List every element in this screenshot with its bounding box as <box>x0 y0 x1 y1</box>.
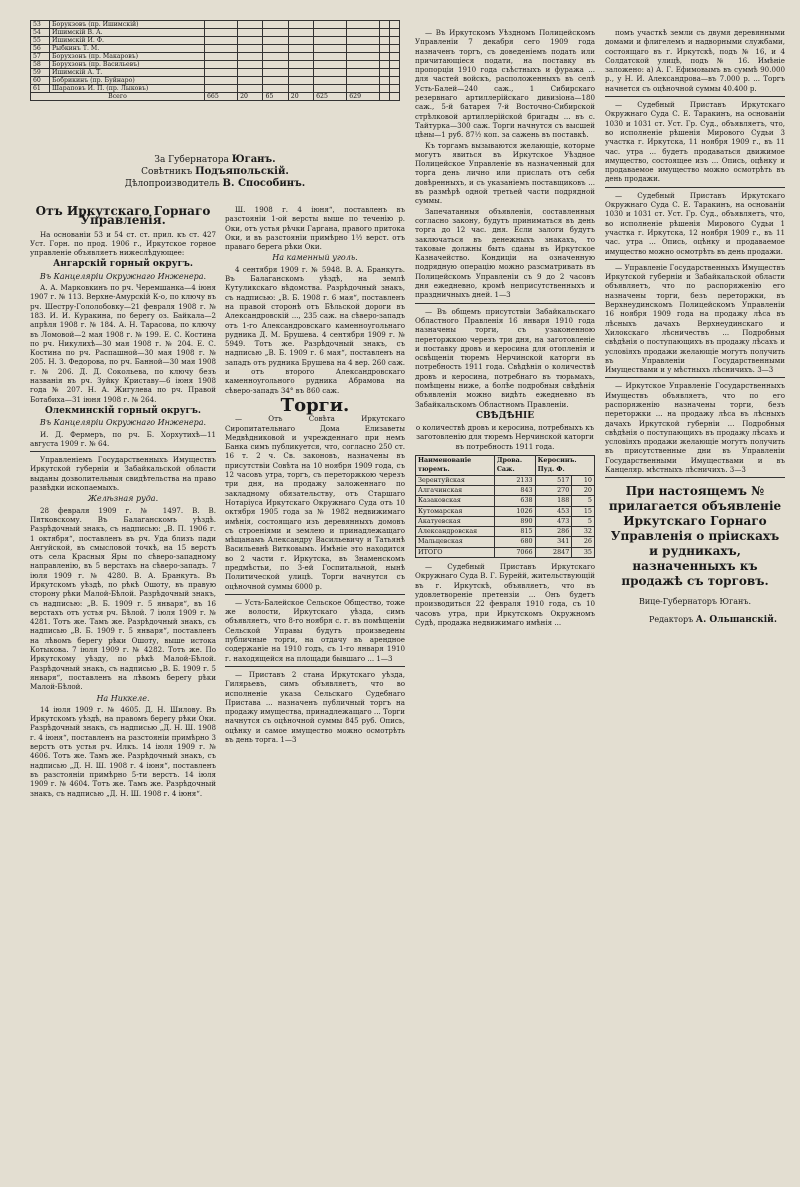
col3-svedenie-sub: о количествѣ дровъ и керосина, потребныхъ къ заготовленiю для тюремъ Нерчинской каторги въ потребность 1911 года. <box>415 423 595 451</box>
empty-cell <box>314 85 347 93</box>
svedenie-cell: Кутомарская <box>416 506 495 516</box>
top-table-row <box>31 69 400 77</box>
column-4 <box>605 28 785 1178</box>
empty-cell <box>380 77 390 85</box>
col3-svedenie-title: СВѢДѢНIЕ <box>475 410 535 421</box>
svedenie-table <box>415 455 595 558</box>
svedenie-cell: 26 <box>572 537 595 547</box>
sig-line1-name: Юганъ. <box>231 154 276 165</box>
empty-cell <box>238 37 263 45</box>
sig-line3-label: Дѣлопроизводитель <box>124 179 220 189</box>
empty-cell <box>347 21 380 29</box>
empty-cell <box>205 29 238 37</box>
top-table-row <box>31 37 400 45</box>
sv-head-wood: Дрова. Саж. <box>494 456 535 476</box>
row-name: Борухзонъ (пр. Васильевъ) <box>50 61 205 69</box>
empty-cell <box>238 53 263 61</box>
col4-text4: — Управленiе Государственныхъ Имуществъ Иркутской губернiи и Забайкальской области объявляетъ, что по распоряженiю его назначены торги, безъ переторжки, въ Верхнеудинскомъ Полицейскомъ Управленiи 16 ноября 1909 года на продажу лѣса въ лѣсныхъ дачахъ Верхнеудинскаго и Хилокскаго лѣсничествъ ... Подробныя свѣдѣнiя о поступающихъ въ продажу лѣсахъ и условiяхъ продажи желающiе могутъ получить въ Управленiи Государственными Имуществами и у мѣстныхъ лѣсничихъ. 3—3 <box>605 262 785 375</box>
sig-line2-name: Подъяпольскiй. <box>195 166 289 177</box>
empty-cell <box>288 29 313 37</box>
empty-cell <box>390 77 400 85</box>
svedenie-cell: 815 <box>494 527 535 537</box>
svedenie-cell: 20 <box>572 485 595 495</box>
svedenie-cell: Алгачинская <box>416 485 495 495</box>
row-number: 57 <box>31 53 50 61</box>
col4-text5: — Иркутское Управленiе Государственныхъ Имуществъ объявляетъ, что по его распоряженiю назначены торги, безъ переторжки ... на продажу лѣса въ лѣсныхъ дачахъ Иркутской губернiи ... Подробныя свѣдѣнiя о поступающихъ въ продажу лѣсахъ и условiяхъ продажи желающiе могутъ получить въ присутственные дни въ Управленiи Государственными Имуществами и въ Канцеляр. мѣстныхъ лѣсничихъ. 3—3 <box>605 381 785 475</box>
empty-cell <box>238 85 263 93</box>
empty-cell <box>263 85 288 93</box>
col4-vice: Вице-Губернаторъ Юганъ. <box>638 597 752 607</box>
col3-text4: — Въ общемъ присутствiи Забайкальскаго Областного Правленiя 16 января 1910 года назначены торги, съ узаконенною переторжкою черезъ три дня, на заготовленiе и поставку дровъ и керосина для отопленiя и освѣщенiя тюремъ Нерчинской каторги въ потребность 1911 года. Свѣдѣнiя о количествѣ дровъ и керосина, потребнаго въ тюрьмахъ, помѣщены ниже, а болѣе подробныя свѣдѣнiя объявленiя можно видѣть ежедневно въ Забайкальскомъ Областномъ Правленiи. <box>415 306 595 409</box>
empty-cell <box>238 69 263 77</box>
empty-cell <box>380 45 390 53</box>
empty-cell <box>205 69 238 77</box>
top-table-row <box>31 77 400 85</box>
svedenie-cell: 10 <box>572 475 595 485</box>
column-1 <box>30 205 216 1165</box>
col2-text2: — Усть-Балейское Сельское Общество, тоже же волости, Иркутскаго уѣзда, симъ объявляетъ, что 8-го ноября с. г. въ помѣщенiи Сельской Управы будутъ произведены публичные торги, на отдачу въ арендное содержанiе на 1910 годъ, съ 1-го января 1910 г. находящейся на площади бывшаго ... 1—3 <box>225 597 405 663</box>
svedenie-cell: 188 <box>535 496 572 506</box>
empty-cell <box>238 21 263 29</box>
total-label: Всего <box>31 93 205 101</box>
empty-cell <box>347 77 380 85</box>
row-number: 53 <box>31 21 50 29</box>
svedenie-cell: 270 <box>535 485 572 495</box>
svedenie-row <box>416 485 595 495</box>
svedenie-row <box>416 506 595 516</box>
svedenie-cell: 1026 <box>494 506 535 516</box>
col1-sec2-text: И. Д. Фермеръ, по рч. Б. Хорхутихѣ—11 августа 1909 г. № 64. <box>30 429 216 448</box>
total-value: 665 <box>205 93 238 101</box>
svedenie-cell: Мальцевская <box>416 537 495 547</box>
row-name: Борукзовъ (пр. Ишимскiй) <box>50 21 205 29</box>
svedenie-cell: Казаковская <box>416 496 495 506</box>
col3-text3: Запечатанныя объявленiя, составленныя согласно закону, будутъ приниматься въ день торга до 12 час. дня. Если залоги будутъ заключаться въ денежныхъ знакахъ, то таковые должны быть сданы въ Иркутское Казначейство. Кондицiи на означенную подрядную операцiю можно разсматривать въ Полицейскомъ Управленiи съ 9 до 2 часовъ дня ежедневно, кромѣ неприсутственныхъ и праздничныхъ дней. 1—3 <box>415 206 595 300</box>
row-number: 60 <box>31 77 50 85</box>
sig-line2-label: Совѣтникъ <box>141 167 193 177</box>
svedenie-cell: Александровская <box>416 527 495 537</box>
top-table-row <box>31 29 400 37</box>
empty-cell <box>288 37 313 45</box>
empty-cell <box>380 29 390 37</box>
col1-sec4: На Никкеле. <box>96 693 150 703</box>
svedenie-cell: 473 <box>535 516 572 526</box>
empty-cell <box>263 69 288 77</box>
svedenie-cell: 341 <box>535 537 572 547</box>
empty-cell <box>238 45 263 53</box>
empty-cell <box>205 77 238 85</box>
sv-head-name: Наименованiе тюремъ. <box>416 456 495 476</box>
empty-cell <box>347 53 380 61</box>
top-table-row <box>31 61 400 69</box>
svedenie-row <box>416 475 595 485</box>
empty-cell <box>390 69 400 77</box>
empty-cell <box>314 77 347 85</box>
row-number: 59 <box>31 69 50 77</box>
sig-line3-name: В. Способинъ. <box>222 178 306 189</box>
sig-line1-label: За Губернатора <box>154 155 229 165</box>
svedenie-cell: 2847 <box>535 547 572 557</box>
col2-text-top: Ш. 1908 г. 4 iюня“, поставленъ въ разстоянiи 1-ой версты выше по теченiю р. Оки, отъ устья рѣчки Гаргана, правого притока Оки, и въ разстоянiи примѣрно 1½ верст. отъ праваго берега рѣки Оки. <box>225 205 405 252</box>
empty-cell <box>205 21 238 29</box>
empty-cell <box>390 93 400 101</box>
total-value: 20 <box>288 93 313 101</box>
divider <box>415 303 595 304</box>
empty-cell <box>380 61 390 69</box>
empty-cell <box>288 61 313 69</box>
col2-torgi-text: — Отъ Совѣта Иркутскаго Сиропитательнаго Дома Елизаветы Медвѣдниковой и учрежденнаго при немъ Банка симъ публикуется, что, согласно 250 ст. 16 т. 2 ч. Св. законовъ, назначены въ присутствiи Совѣта на 10 ноября 1909 года, съ 12 часовъ утра, торгъ, съ переторжкою черезъ три дня, на продажу заложеннаго по закладному обязательству, отъ Старшаго Нотарiуса Иркутскаго Окружнаго Суда отъ 10 октября 1905 года за № 1982 недвижимаго имѣнiя, состоящаго изъ деревянныхъ домовъ съ строенiями и землею и принадлежащаго мѣщанамъ Александру Васильевичу и Татьянѣ Васильевнѣ Витковымъ. Имѣнiе это находится во 2 части г. Иркутска, въ Знаменскомъ предмѣстьи, по 3-ей Госпитальной, нынѣ Политической улицѣ. Торги начнутся съ оцѣночной суммы 6000 р. <box>225 414 405 591</box>
empty-cell <box>347 45 380 53</box>
empty-cell <box>238 61 263 69</box>
svedenie-cell: 453 <box>535 506 572 516</box>
empty-cell <box>205 85 238 93</box>
row-number: 58 <box>31 61 50 69</box>
divider <box>605 96 785 97</box>
col3-text5: — Судебный Приставъ Иркутскаго Окружнаго Суда В. Г. Бурейй, жительствующiй въ г. Иркутскѣ, объявляетъ, что въ удовлетворенiе претензiи ... Онъ будетъ производиться 22 февраля 1910 года, съ 10 часовъ утра, при Иркутскомъ Окружномъ Судѣ, продажа недвижимаго имѣнiя ... <box>415 562 595 627</box>
empty-cell <box>205 53 238 61</box>
svedenie-row <box>416 537 595 547</box>
svedenie-cell: 5 <box>572 516 595 526</box>
column-2 <box>225 205 405 1165</box>
svedenie-cell: Зерентуйская <box>416 475 495 485</box>
empty-cell <box>380 21 390 29</box>
col1-sec2: Олекминскiй горный округъ. <box>44 405 202 416</box>
empty-cell <box>380 85 390 93</box>
empty-cell <box>347 85 380 93</box>
col1-intro: На основанiи 53 и 54 ст. ст. прил. къ ст. 427 Уст. Горн. по прод. 1906 г., Иркутское горное управленiе объявляетъ нижеслѣдующее: <box>30 229 216 258</box>
empty-cell <box>380 53 390 61</box>
top-table-row <box>31 53 400 61</box>
svedenie-cell: 680 <box>494 537 535 547</box>
top-table-row <box>31 21 400 29</box>
empty-cell <box>390 61 400 69</box>
row-name: Борухзонъ (пр. Макаровъ) <box>50 53 205 61</box>
empty-cell <box>263 21 288 29</box>
empty-cell <box>205 61 238 69</box>
row-number: 61 <box>31 85 50 93</box>
empty-cell <box>390 45 400 53</box>
top-table-block <box>30 20 400 150</box>
empty-cell <box>347 61 380 69</box>
total-value: 65 <box>263 93 288 101</box>
empty-cell <box>314 69 347 77</box>
divider <box>225 594 405 595</box>
empty-cell <box>288 85 313 93</box>
row-number: 56 <box>31 45 50 53</box>
col1-sec1-text: А. А. Марковкинъ по рч. Черемшанка—4 iюня 1907 г. № 113. Верхне-Амурскiй К-о, по ключу въ рч. Шестру-Гололобовку—21 февраля 1908 г. № 183. И. И. Куракина, по берегу оз. Байкала—2 апрѣля 1908 г. № 184. А. Н. Тарасова, по ключу въ Ломовой—2 мая 1908 г. № 199. Е. С. Костина по рч. Никулихѣ—30 мая 1908 г. № 204. Е. С. Костина по рч. Распашной—30 мая 1908 г. № 205. Н. З. Федорова, по рч. Банной—30 мая 1908 г. № 206. Д. Д. Сокольева, по ключу безъ названiя въ рч. Зуйку Криставу—6 iюня 1908 года № 207. Н. А. Жигулева по рч. Правой Ботабиха—31 iюня 1908 г. № 264. <box>30 283 216 404</box>
svedenie-row <box>416 516 595 526</box>
empty-cell <box>288 21 313 29</box>
row-name: Ишимскiй И. Ф. <box>50 37 205 45</box>
divider <box>225 666 405 667</box>
svedenie-row <box>416 496 595 506</box>
svedenie-cell: 638 <box>494 496 535 506</box>
col1-title: Отъ Иркутскаго Горнаго Управленiя. <box>35 205 211 228</box>
top-table-total-row <box>31 93 400 101</box>
editor-label: Редакторъ <box>648 614 694 624</box>
empty-cell <box>263 53 288 61</box>
svedenie-cell: 843 <box>494 485 535 495</box>
col3-text1: — Въ Иркутскомъ Уѣздномъ Полицейскомъ Управленiи 7 декабря сего 1909 года назначенъ торгъ, съ доведенiемъ подать или причитающiеся подати, на поставку въ пропорцiи 1910 года съѣстныхъ и фуража ... для частей войскъ, расположенныхъ въ селѣ Усть-Балей—240 саж., 1 Сибирскаго резервнаго артиллерiйскаго дивизiона—180 саж., 5-й батарея 7-й Восточно-Сибирской стрѣлковой артиллерiйской бригады ... въ с. Тайтурка—300 саж. Торги начнутся съ высшей цѣны—1 руб. 87½ коп. за сажень въ поставкѣ. <box>415 28 595 140</box>
divider <box>605 187 785 188</box>
row-number: 54 <box>31 29 50 37</box>
empty-cell <box>314 61 347 69</box>
top-table <box>30 20 400 101</box>
empty-cell <box>238 77 263 85</box>
empty-cell <box>347 37 380 45</box>
svedenie-cell: 286 <box>535 527 572 537</box>
sv-head-kero: Керосинъ. Пуд. Ф. <box>535 456 594 476</box>
empty-cell <box>288 45 313 53</box>
top-table-row <box>31 45 400 53</box>
row-name: Рыбкинъ Т. М. <box>50 45 205 53</box>
empty-cell <box>205 37 238 45</box>
empty-cell <box>314 21 347 29</box>
empty-cell <box>288 53 313 61</box>
col1-sec3: Желѣзная руда. <box>87 494 159 504</box>
empty-cell <box>314 53 347 61</box>
row-name: Ишимскiй В. А. <box>50 29 205 37</box>
empty-cell <box>288 77 313 85</box>
total-value: 629 <box>347 93 380 101</box>
empty-cell <box>314 29 347 37</box>
empty-cell <box>263 37 288 45</box>
empty-cell <box>390 53 400 61</box>
col4-text1: помъ участкѣ земли съ двумя деревянными домами и флигелемъ и надворными службами, состоящаго въ г. Иркутскѣ, подъ № 16, и 4 Солдатской улицѣ, подъ № 16. Имѣнiе заложено: а) А. Г. Ефимовымъ въ суммѣ 90.000 р., у Н. И. Александрова—въ 7.000 р. ... Торгъ начнется съ оцѣночной суммы 40.400 р. <box>605 28 785 93</box>
col1-sec4-text: 14 iюля 1909 г. № 4605. Д. Н. Шилову. Въ Иркутскомъ уѣздѣ, на правомъ берегу рѣки Оки. Разрѣдочный знакъ, съ надписью „Д. Н. Ш. 1908 г. 4 iюня“, поставленъ на разстоянiи примѣрно 3 верстъ отъ устья рч. Илкъ. 14 iюля 1909 г. № 4606. Тотъ же. Тамъ же. Разрѣдочный знакъ, съ надписью „Д. Н. Ш. 1908 г. 4 iюня“, поставленъ въ разстоянiи примѣрно 5-ти верстъ. 14 iюля 1909 г. № 4604. Тотъ же. Тамъ же. Разрѣдочный знакъ, съ надписью „Д. Н. Ш. 1908 г. 4 iюня“. <box>30 704 216 798</box>
total-value: 20 <box>238 93 263 101</box>
empty-cell <box>380 69 390 77</box>
svedenie-row <box>416 527 595 537</box>
row-name: Шараповъ И. П. (пр. Лыковъ) <box>50 85 205 93</box>
svedenie-cell: 35 <box>572 547 595 557</box>
editor-line <box>605 615 785 625</box>
signature-block <box>30 154 400 190</box>
empty-cell <box>390 21 400 29</box>
empty-cell <box>263 29 288 37</box>
empty-cell <box>263 61 288 69</box>
row-name: Ишимскiй А. Т. <box>50 69 205 77</box>
svedenie-cell: ИТОГО <box>416 547 495 557</box>
svedenie-cell: 890 <box>494 516 535 526</box>
empty-cell <box>390 37 400 45</box>
col2-torgi-heading: Торги. <box>280 394 350 416</box>
empty-cell <box>205 45 238 53</box>
row-name: Бобрикинъ (пр. Буйнаро) <box>50 77 205 85</box>
col1-sec2-sub: Въ Канцелярiи Окружнаго Инженера. <box>39 418 207 428</box>
empty-cell <box>238 29 263 37</box>
empty-cell <box>347 29 380 37</box>
empty-cell <box>380 37 390 45</box>
svedenie-cell: 5 <box>572 496 595 506</box>
empty-cell <box>347 69 380 77</box>
col1-mid: Управленiемъ Государственныхъ Имуществъ Иркутской губернiи и Забайкальской области выданы дозволительныя свидѣтельства на право развѣдки ископаемыхъ. <box>30 455 216 493</box>
col2-text3: — Приставъ 2 стана Иркутскаго уѣзда, Гилярьевъ, симъ объявляетъ, что во исполненiе указа Сельскаго Судебнаго Пристава ... назначенъ публичный торгъ на продажу имущества, принадлежащаго ... Торги начнутся съ оцѣночной суммы 845 руб. Опись, оцѣнку и самое имущество можно осмотрѣть въ день торга. 1—3 <box>225 669 405 745</box>
col2-sub1-text: 4 сентября 1909 г. № 5948. В. А. Бранкутъ. Въ Балаганскомъ уѣздѣ, на землѣ Кутуликскаго вѣдомства. Разрѣдочный знакъ, съ надписью: „В. Б. 1908 г. 6 мая“, поставленъ на правой сторонѣ отъ Бѣльской дороги въ Александровскiй ..., 235 саж. на сѣверо-западъ отъ 1-го Александровскаго каменноугольнаго рудника Д. М. Брушева. 4 сентября 1909 г. № 5949. Тотъ же. Разрѣдочный знакъ, съ надписью „В. Б. 1909 г. 6 мая“, поставленъ на западъ отъ рудника Брушева на 4 вер. 260 саж. и отъ второго Александровскаго каменноугольного рудника Абрамова на сѣверо-западъ 34° въ 860 саж. <box>225 264 405 395</box>
svedenie-cell: 7066 <box>494 547 535 557</box>
row-number: 55 <box>31 37 50 45</box>
column-3 <box>415 28 595 1178</box>
svedenie-cell: 15 <box>572 506 595 516</box>
divider <box>605 477 785 478</box>
empty-cell <box>288 69 313 77</box>
empty-cell <box>390 29 400 37</box>
col1-sec3-text: 28 февраля 1909 г. № 1497. В. В. Пятковскому. Въ Балаганскомъ уѣздѣ. Разрѣдочный знакъ, съ надписью: „В. П. 1906 г. 1 октября“, поставленъ въ рч. Уда близъ пади Ангуйской, въ смысловой точкѣ, на 15 верстъ отъ села Красныя Яры по сѣверо-западному направленiю, въ 5 верстахъ на сѣверо-западъ. 7 iюля 1909 г. № 4280. В. А. Бранкутъ. Въ Иркутскомъ уѣздѣ, по рѣкѣ Ошоту, въ правую сторону рѣки Малой-Бѣлой. Разрѣдочный знакъ, съ надписью: „В. Б. 1909 г. 5 января“, въ 16 верстахъ отъ устья рч. Бѣлой. 7 iюля 1909 г. № 4281. Тотъ же. Тамъ же. Разрѣдочный знакъ, съ надписью „В. Б. 1909 г. 5 января“, поставленъ на лѣвомъ берегу рѣки Ошоту, выше истока Котыкова. 7 iюля 1909 г. № 4282. Тотъ же. По Иркутскому уѣзду, по рѣкѣ Малой-Бѣлой. Разрѣдочный знакъ, съ надписью „В. Б. 1909 г. 5 января“, поставленъ на лѣвомъ берегу рѣки Малой-Бѣлой. <box>30 505 216 692</box>
col4-text2: — Судебный Приставъ Иркутскаго Окружнаго Суда С. Е. Таракинъ, на основанiи 1030 и 1031 ст. Уст. Гр. Суд., объявляетъ, что, во исполненiе рѣшенiя Мирового Судьи 3 участка г. Иркутска, 11 ноября 1909 г., въ 11 час. утра ... будетъ продаваться движимое имущество, состоящее изъ ... Опись, оцѣнку и продаваемое имущество можно осмотрѣть въ день продажи. <box>605 100 785 184</box>
svedenie-cell: 517 <box>535 475 572 485</box>
col4-notice: При настоящемъ № прилагается объявленiе Иркутскаго Горнаго Управленiя о прiискахъ и рудникахъ, назначенныхъ къ продажѣ съ торговъ. <box>608 484 782 589</box>
top-table-row <box>31 85 400 93</box>
svedenie-cell: 2133 <box>494 475 535 485</box>
empty-cell <box>263 45 288 53</box>
col2-sub1: На каменный уголь. <box>272 253 358 263</box>
total-value: 625 <box>314 93 347 101</box>
empty-cell <box>314 45 347 53</box>
col1-sec1: Ангарскiй горный округъ. <box>52 259 194 270</box>
editor-name: А. Ольшанскiй. <box>695 614 777 625</box>
divider <box>30 451 216 452</box>
divider <box>605 377 785 378</box>
svedenie-cell: Акатуевская <box>416 516 495 526</box>
empty-cell <box>380 93 390 101</box>
svedenie-row <box>416 547 595 557</box>
col3-text2: Къ торгамъ вызываются желающiе, которые могутъ явиться въ Иркутское Уѣздное Полицейское Управленiе въ назначенный для торга день лично или прислать отъ себя довѣренныхъ, и съ указанiемъ поставщиковъ ... въ размѣрѣ одной третьей части подрядной суммы. <box>415 140 595 206</box>
empty-cell <box>314 37 347 45</box>
svedenie-cell: 32 <box>572 527 595 537</box>
empty-cell <box>263 77 288 85</box>
empty-cell <box>390 85 400 93</box>
divider <box>605 259 785 260</box>
col1-sec1-sub: Въ Канцелярiи Окружнаго Инженера. <box>39 271 207 281</box>
col4-text3: — Судебный Приставъ Иркутскаго Окружнаго Суда С. Е. Таракинъ, на основанiи 1030 и 1031 ст. Уст. Гр. Суд., объявляетъ, что, во исполненiе рѣшенiя Мирового Судьи 1 участка г. Иркутска, 12 ноября 1909 г., въ 11 час. утра ... Опись, оцѣнку и продаваемое имущество можно осмотрѣть въ день продажи. <box>605 190 785 256</box>
